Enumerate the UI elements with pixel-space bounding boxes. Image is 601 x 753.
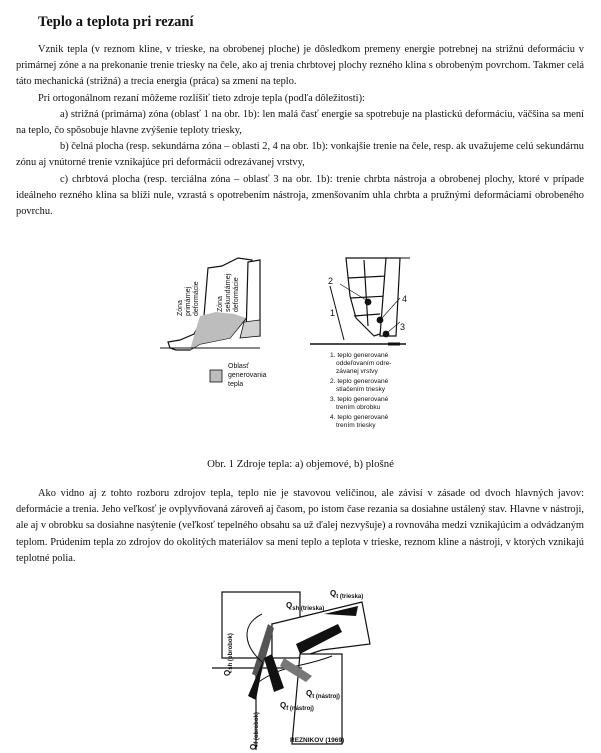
- svg-text:oddeľovaním odre-: oddeľovaním odre-: [336, 360, 392, 367]
- paragraph-source-a: a) strižná (primárna) zóna (oblasť 1 na obr. 1b): len malá časť energie sa spotrebuje na plastickú deformáciu, väčšina sa mení na teplo, čo spôsobuje hlavne zvýšenie teploty triesky,: [16, 108, 584, 137]
- label-point-1: 1: [330, 308, 336, 318]
- label-q-t-nastroj: $Q_{t (nástroj)}$: [306, 689, 340, 700]
- paragraph-heat-origin: Vznik tepla (v reznom kline, v trieske, na obrobenej ploche) je dôsledkom premeny energie potrebnej na strižnú deformáciu v primárnej zóne a na prekonanie trenie triesky na čele, ako aj trenia chrbtovej plochy rezného klina s obrobeným povrchom. Takmer celá táto mechanická (strižná) a trecia energia (práca) sa zmení na teplo.: [16, 44, 584, 88]
- label-zone-primary: Zóna primárnej deformácie: [177, 281, 200, 316]
- legend-swatch: [210, 370, 222, 382]
- svg-text:závanej vrstvy: závanej vrstvy: [336, 368, 378, 375]
- figure-heat-flow: [212, 584, 372, 750]
- paragraph-source-b: b) čelná plocha (resp. sekundárna zóna – oblasti 2, 4 na obr. 1b): vonkajšie trenie na čele, resp. ak uvažujeme celú sekundárnu zónu aj vnútorné trenie vznikajúce pri deformácii odrezávanej vrstvy,: [16, 141, 584, 169]
- arrow-heat-tool: [264, 654, 284, 692]
- label-point-2: 2: [328, 276, 334, 286]
- svg-text:trením obrobku: trením obrobku: [336, 404, 381, 411]
- figure-1a: [160, 258, 268, 388]
- label-q-sh-obrobok: $Q_{sh (obrobok)}$: [223, 633, 234, 676]
- svg-text:1. teplo generované: 1. teplo generované: [330, 352, 389, 359]
- label-point-3: 3: [400, 322, 406, 332]
- figure-1b: [310, 258, 410, 429]
- svg-text:stlačením triesky: stlačením triesky: [336, 386, 386, 393]
- figure-heat-sources: [160, 256, 450, 446]
- paragraph-heat-state: Ako vidno aj z tohto rozboru zdrojov tepla, teplo nie je stavovou veličinou, ale závisí v zásade od dvoch hlavných javov: deformácie a trenia. Jeho veľkosť je ovplyvňovaná zároveň aj časom, po istom čase rezania sa dosiahne ustálený stav. Hlavne v nástroji, ale aj v obrobku sa dosiahne nasýtenie (veľkosť tepelného obsahu sa už ďalej nezvyšuje) a rovnováha medzi vznikajúcim a odvádzaným teplom. Prúdením tepla zo zdrojov do okolitých materiálov sa mení teplo a teplota v trieske, reznom kline a nástroji, v ktorých vznikajú teplotné polia.: [16, 488, 584, 564]
- svg-text:3. teplo generované: 3. teplo generované: [330, 396, 389, 403]
- label-q-sh-trieska: $Q_{sh (trieska)}$: [286, 601, 325, 612]
- label-q-t-trieska: $Q_{t (trieska)}$: [330, 589, 364, 600]
- legend-label: Oblasť generovania tepla: [228, 363, 267, 388]
- paragraph-heat-sources-intro: Pri ortogonálnom rezaní môžeme rozlíšiť tieto zdroje tepla (podľa dôležitosti):: [38, 92, 365, 104]
- svg-text:trením triesky: trením triesky: [336, 422, 376, 429]
- section-title: Teplo a teplota pri rezaní: [38, 14, 194, 30]
- intro-text: [16, 42, 584, 220]
- heat-source-list: [330, 352, 391, 429]
- label-q-f-obrobok: $Q_{f (obrobok)}$: [249, 712, 260, 750]
- svg-text:4. teplo generované: 4. teplo generované: [330, 414, 389, 421]
- discussion-text: [16, 486, 584, 567]
- paragraph-source-c: c) chrbtová plocha (resp. terciálna zóna – oblasť 3 na obr. 1b): trenie chrbta nástroja a obrobenej plochy, ktoré v prípade ideálneho rezného klina sa blíži nule, vzrastá s opotrebením nástroja, zmenšovaním uhla chrbta a pružnými deformáciami obrobeného povrchu.: [16, 173, 584, 218]
- svg-text:2. teplo generované: 2. teplo generované: [330, 378, 389, 385]
- figure-1-caption: Obr. 1 Zdroje tepla: a) objemové, b) plošné: [207, 458, 394, 470]
- label-q-f-nastroj: $Q_{f (nástroj)}$: [280, 701, 314, 712]
- label-point-4: 4: [402, 294, 408, 304]
- figure-2-source: REZNIKOV (1969): [290, 737, 345, 744]
- heat-zone-shading: [190, 312, 246, 350]
- label-zone-secondary: Zóna sekundárnej deformácie: [217, 273, 240, 312]
